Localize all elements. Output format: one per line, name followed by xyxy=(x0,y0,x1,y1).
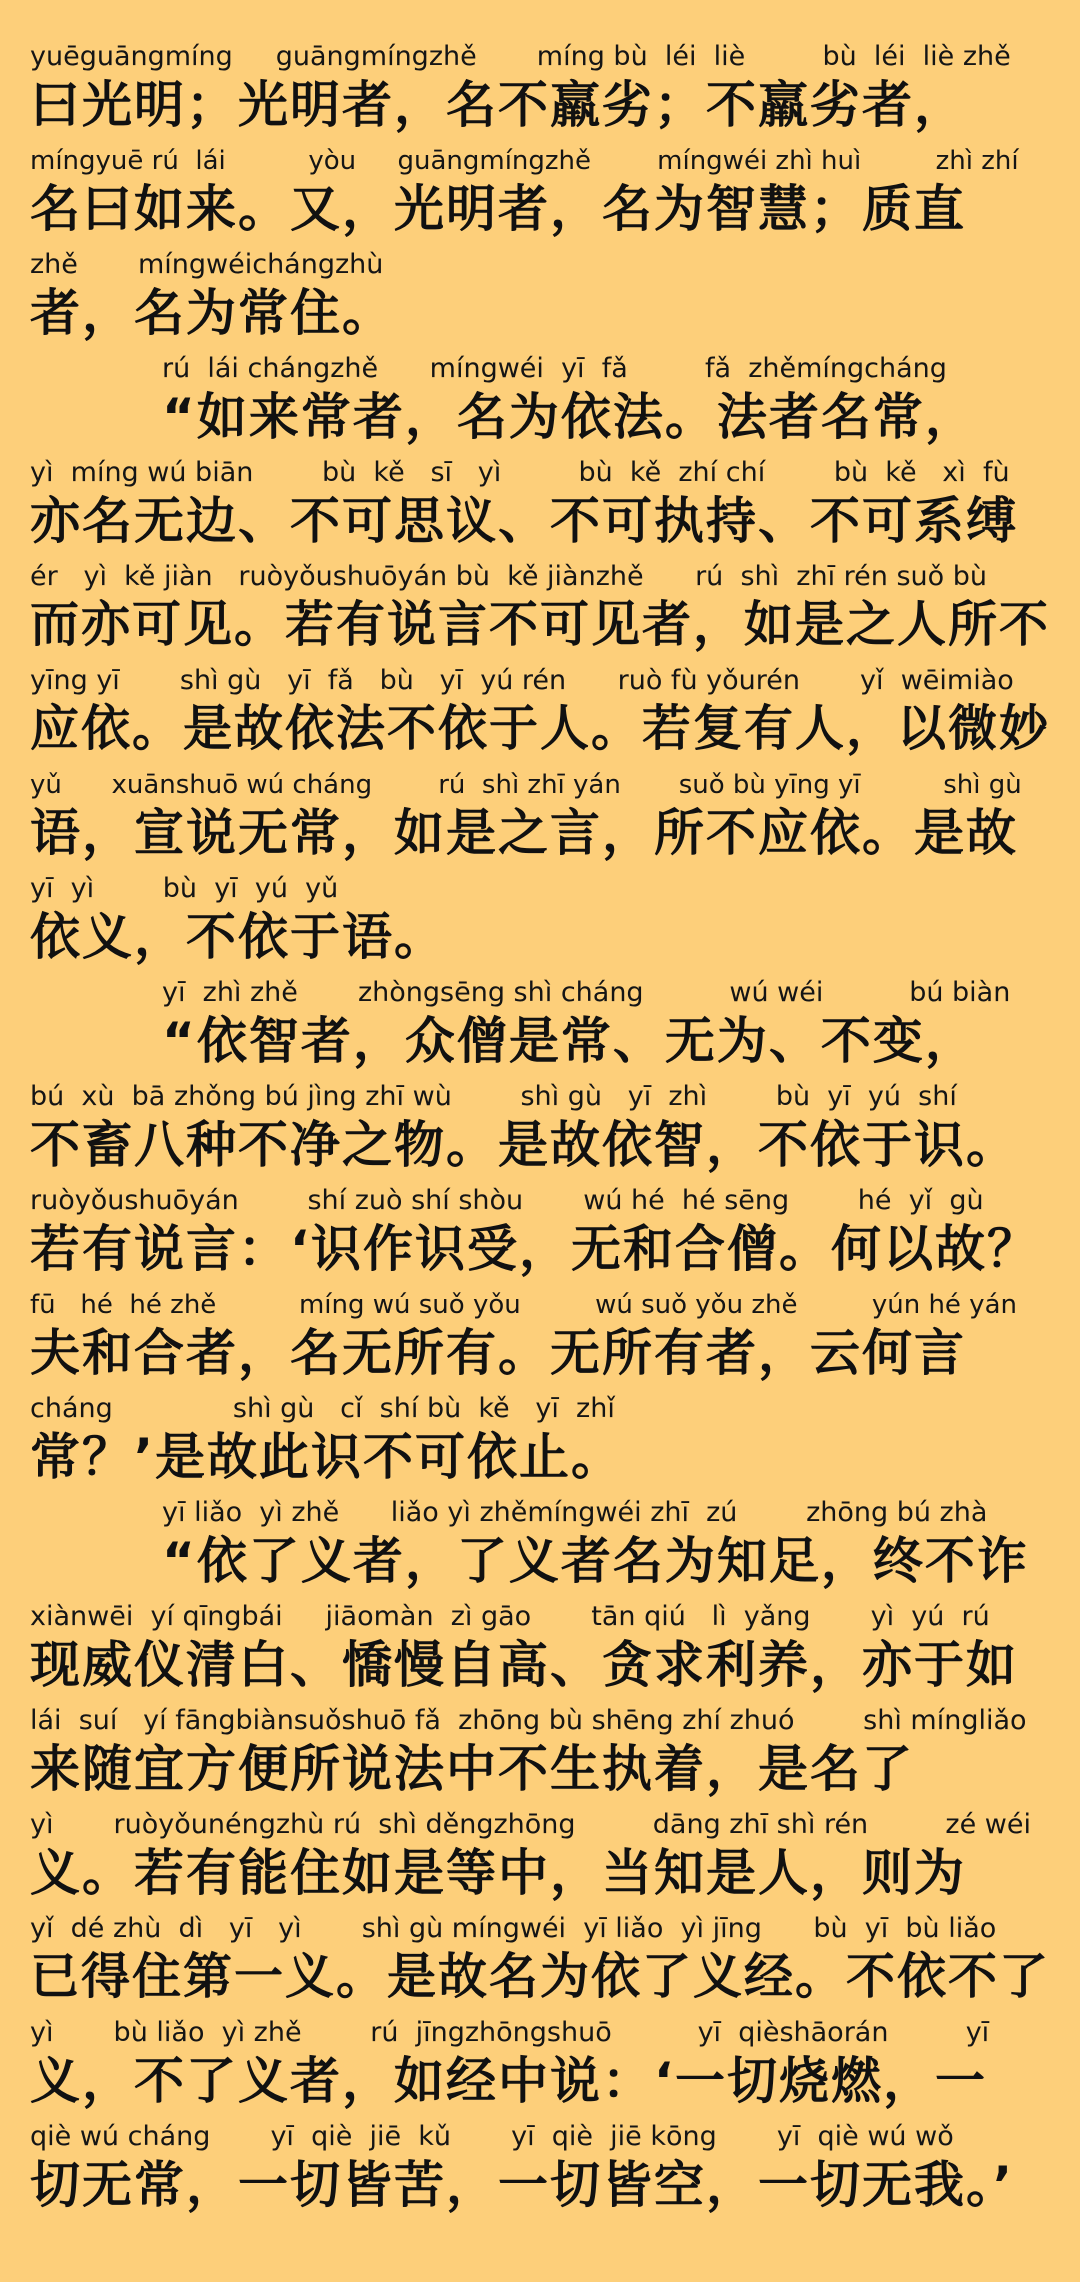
text-line xyxy=(30,40,1050,144)
pinyin-annotation: míngyuē rú lái yòu guāngmíngzhě míngwéi zhì huì zhì zhí xyxy=(30,146,1019,176)
text-line xyxy=(30,1600,1050,1704)
text-line xyxy=(30,1704,1050,1808)
chinese-text: 应依。是故依法不依于人。若复有人，以微妙 xyxy=(30,700,1051,757)
chinese-text: 切无常，一切皆苦，一切皆空，一切无我。’ xyxy=(30,2156,1014,2214)
pinyin-annotation: yì bù liǎo yì zhě rú jīngzhōngshuō yī qièshāorán yī xyxy=(30,2017,990,2048)
pinyin-annotation: yī yì bù yī yú yǔ xyxy=(30,873,339,904)
text-line xyxy=(30,1392,1050,1496)
chinese-text: 现威仪清白、憍慢自高、贪求利养，亦于如 xyxy=(30,1636,1018,1694)
pinyin-annotation: yuēguāngmíng guāngmíngzhě míng bù léi liè bù léi liè zhě xyxy=(30,41,1011,72)
chinese-text: 亦名无边、不可思议、不可执持、不可系缚 xyxy=(30,492,1018,550)
text-line xyxy=(30,872,1050,976)
chinese-text: 依义，不依于语。 xyxy=(30,908,446,966)
chinese-text: 常？’是故此识不可依止。 xyxy=(30,1428,623,1486)
pinyin-annotation: lái suí yí fāngbiànsuǒshuō fǎ zhōng bù shēng zhí zhuó shì míngliǎo xyxy=(30,1705,1027,1736)
pinyin-annotation: yǔ xuānshuō wú cháng rú shì zhī yán suǒ bù yīng yī shì gù xyxy=(30,770,1022,800)
text-line xyxy=(162,976,1050,1080)
chinese-text: 已得住第一义。是故名为依了义经。不依不了 xyxy=(30,1948,1051,2005)
text-line xyxy=(30,1080,1050,1184)
pinyin-annotation: fū hé hé zhě míng wú suǒ yǒu wú suǒ yǒu zhě yún hé yán xyxy=(30,1290,1017,1320)
pinyin-annotation: qiè wú cháng yī qiè jiē kǔ yī qiè jiē kōng yī qiè wú wǒ xyxy=(30,2121,954,2152)
text-line xyxy=(30,1184,1050,1288)
text-line xyxy=(30,1288,1050,1392)
chinese-text: 夫和合者，名无所有。无所有者，云何言 xyxy=(30,1324,966,1382)
text-line xyxy=(30,560,1050,664)
chinese-text: 而亦可见。若有说言不可见者，如是之人所不 xyxy=(30,596,1051,653)
chinese-text: 曰光明；光明者，名不羸劣；不羸劣者， xyxy=(30,76,966,134)
chinese-text: 不畜八种不净之物。是故依智，不依于识。 xyxy=(30,1116,1018,1174)
text-line xyxy=(30,456,1050,560)
chinese-text: 来随宜方便所说法中不生执着，是名了 xyxy=(30,1740,914,1798)
text-line xyxy=(30,1808,1050,1912)
pinyin-annotation: yīng yī shì gù yī fǎ bù yī yú rén ruò fù yǒurén yǐ wēimiào xyxy=(30,665,1014,696)
chinese-text: “依智者，众僧是常、无为、不变， xyxy=(162,1012,977,1070)
pinyin-annotation: rú lái chángzhě míngwéi yī fǎ fǎ zhěmíngcháng xyxy=(162,353,947,384)
text-line xyxy=(30,664,1050,768)
pinyin-annotation: yī liǎo yì zhě liǎo yì zhěmíngwéi zhī zú zhōng bú zhà xyxy=(162,1497,988,1528)
pinyin-annotation: xiànwēi yí qīngbái jiāomàn zì gāo tān qiú lì yǎng yì yú rú xyxy=(30,1601,990,1632)
chinese-text: 义，不了义者，如经中说：‘一切烧燃，一 xyxy=(30,2052,987,2110)
text-line xyxy=(162,1496,1050,1600)
pinyin-annotation: cháng shì gù cǐ shí bù kě yī zhǐ xyxy=(30,1393,615,1424)
pinyin-annotation: yī zhì zhě zhòngsēng shì cháng wú wéi bú biàn xyxy=(162,977,1011,1008)
pinyin-annotation: bú xù bā zhǒng bú jìng zhī wù shì gù yī zhì bù yī yú shí xyxy=(30,1081,957,1112)
pinyin-annotation: yì míng wú biān bù kě sī yì bù kě zhí chí bù kě xì fù xyxy=(30,457,1010,488)
text-line xyxy=(30,144,1050,248)
pinyin-annotation: zhě míngwéichángzhù xyxy=(30,249,384,280)
chinese-text: 名曰如来。又，光明者，名为智慧；质直 xyxy=(30,180,966,238)
text-line xyxy=(162,352,1050,456)
chinese-text: “依了义者，了义者名为知足，终不诈 xyxy=(162,1532,1029,1590)
pinyin-annotation: ruòyǒushuōyán shí zuò shí shòu wú hé hé sēng hé yǐ gù xyxy=(30,1185,984,1216)
text-line xyxy=(30,2120,1050,2224)
pinyin-annotation: ér yì kě jiàn ruòyǒushuōyán bù kě jiànzhě rú shì zhī rén suǒ bù xyxy=(30,561,988,592)
chinese-text: 若有说言：‘识作识受，无和合僧。何以故？ xyxy=(30,1220,1039,1278)
text-line xyxy=(30,1912,1050,2016)
chinese-text: 者，名为常住。 xyxy=(30,284,394,342)
chinese-text: 义。若有能住如是等中，当知是人，则为 xyxy=(30,1844,966,1902)
text-line xyxy=(30,248,1050,352)
chinese-text: 语，宣说无常，如是之言，所不应依。是故 xyxy=(30,804,1018,862)
pinyin-annotation: yì ruòyǒunéngzhù rú shì děngzhōng dāng zhī shì rén zé wéi xyxy=(30,1809,1031,1840)
text-line xyxy=(30,768,1050,872)
text-line xyxy=(30,2016,1050,2120)
pinyin-annotation: yǐ dé zhù dì yī yì shì gù míngwéi yī liǎo yì jīng bù yī bù liǎo xyxy=(30,1913,997,1944)
chinese-text: “如来常者，名为依法。法者名常， xyxy=(162,388,977,446)
